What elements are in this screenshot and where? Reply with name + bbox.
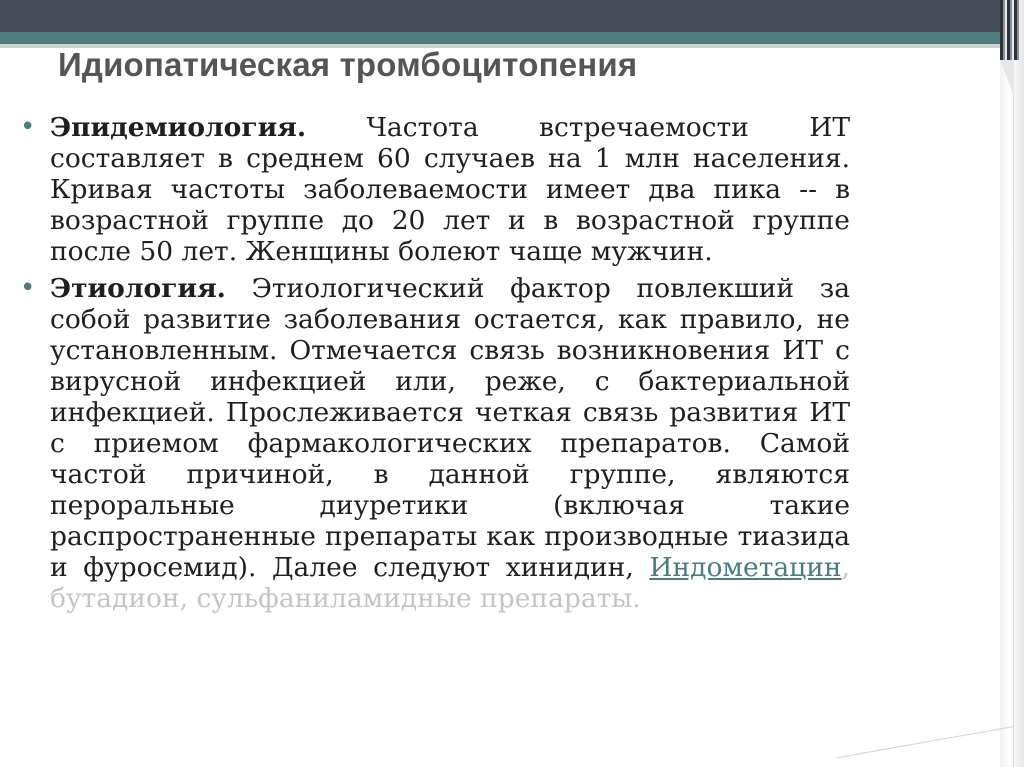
bullet-text: Этиологический фактор повлекший за собой развитие заболевания остается, как правило, не установленным. Отмечается связь возникновения ИТ с вирусной инфекцией или, реже, с бактериальной инфекцией. Прослеживается четкая связь развития ИТ с приемом фармакологических препаратов. Самой частой причиной, в данной группе, являются пероральные диуретики (включая такие распространенные препараты как производные тиазида и фуросемид). Далее следуют хинидин, [50, 273, 850, 583]
top-decor-bar [0, 0, 1000, 32]
slide-title: Идиопатическая тромбоцитопения [58, 46, 638, 83]
bullet-text: Частота встречаемости ИТ составляет в среднем 60 случаев на 1 млн населения. Кривая частоты заболеваемости имеет два пика -- в возрастной группе до 20 лет и в возрастной группе после 50 лет. Женщины болеют чаще мужчин. [50, 112, 850, 267]
bullet-marker-icon: • [20, 112, 36, 142]
page-curl-decor [1000, 60, 1014, 96]
bullet-epidemiology [20, 112, 850, 267]
faded-text: , бутадион, сульфаниламидные препараты. [50, 552, 850, 614]
right-page-edge [1000, 0, 1024, 767]
bullet-term: Этиология. [50, 273, 226, 304]
top-accent-bar [0, 32, 1000, 44]
bottom-decor-line [837, 726, 1014, 758]
right-divider-line [1013, 60, 1014, 767]
bullet-etiology [20, 273, 850, 614]
right-decor-stripes [1000, 0, 1020, 60]
indometacin-link[interactable]: Индометацин [649, 552, 842, 583]
bullet-marker-icon: • [20, 273, 36, 303]
bullet-term: Эпидемиология. [50, 112, 307, 143]
bullet-list [20, 112, 850, 620]
